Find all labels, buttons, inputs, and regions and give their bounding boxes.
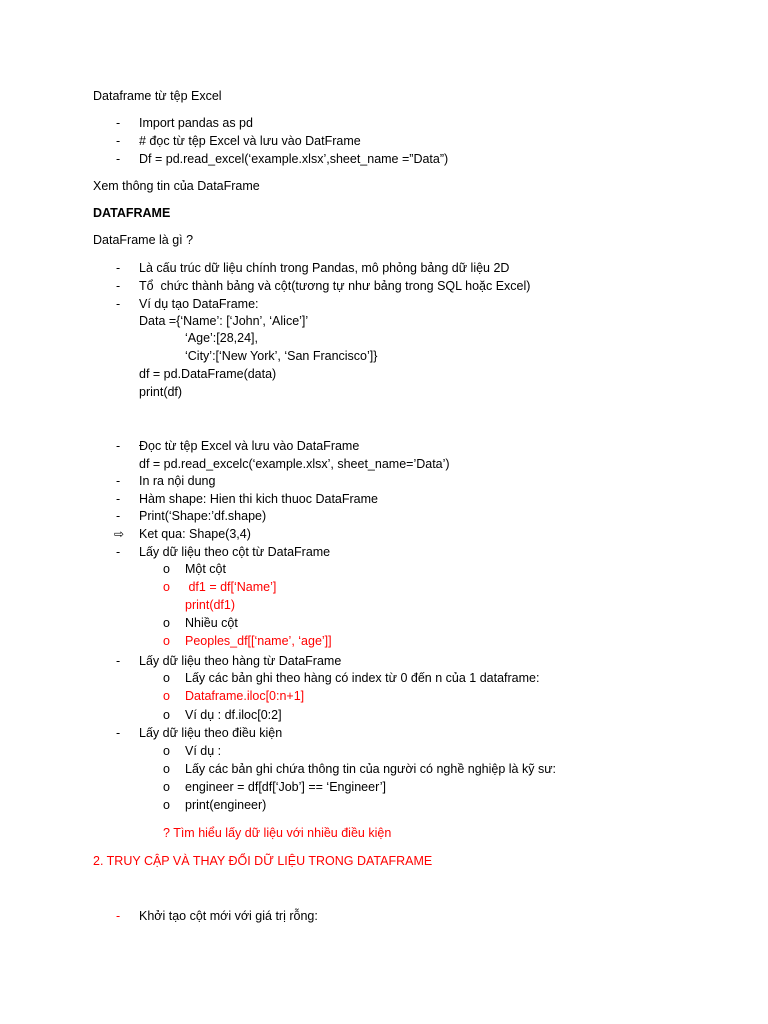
dash-bullet: - (116, 909, 121, 923)
code-line: df = pd.read_excelc(‘example.xlsx’, sheet_name=’Data’) (139, 457, 450, 471)
dash-bullet: - (116, 474, 121, 488)
circle-bullet: o (163, 580, 170, 594)
circle-bullet: o (163, 708, 170, 722)
paragraph: Xem thông tin của DataFrame (93, 179, 260, 193)
dash-bullet: - (116, 492, 121, 506)
list-item: Import pandas as pd (139, 116, 253, 130)
circle-bullet: o (163, 762, 170, 776)
circle-bullet: o (163, 798, 170, 812)
list-item: Lấy dữ liệu theo cột từ DataFrame (139, 545, 331, 559)
circle-bullet: o (163, 616, 170, 630)
dash-bullet: - (116, 152, 121, 166)
dash-bullet: - (116, 116, 121, 130)
list-item: Df = pd.read_excel(‘example.xlsx’,sheet_name =”Data”) (139, 152, 449, 166)
code-line: engineer = df[df[‘Job’] == ‘Engineer’] (185, 780, 386, 794)
doc-title: Dataframe từ tệp Excel (93, 89, 222, 103)
arrow-bullet-icon: ⇨ (114, 527, 125, 541)
list-item: Đọc từ tệp Excel và lưu vào DataFrame (139, 439, 360, 453)
sub-list-item: Một cột (185, 562, 226, 576)
list-item: Lấy dữ liệu theo hàng từ DataFrame (139, 654, 342, 668)
list-item: Print(‘Shape:’df.shape) (139, 509, 267, 523)
dash-bullet: - (116, 726, 121, 740)
list-item: Ví dụ tạo DataFrame: (139, 297, 259, 311)
code-line: Dataframe.iloc[0:n+1] (185, 689, 305, 703)
list-item: In ra nội dung (139, 474, 216, 488)
code-line: Peoples_df[[‘name’, ‘age’]] (185, 634, 332, 648)
list-item: Lấy dữ liệu theo điều kiện (139, 726, 283, 740)
code-line: print(df1) (185, 598, 236, 612)
dash-bullet: - (116, 297, 121, 311)
circle-bullet: o (163, 562, 170, 576)
sub-list-item: Lấy các bản ghi theo hàng có index từ 0 đến n của 1 dataframe: (185, 671, 540, 685)
code-line: df = pd.DataFrame(data) (139, 367, 277, 381)
list-item: # đọc từ tệp Excel và lưu vào DatFrame (139, 134, 361, 148)
code-line: ‘City’:[‘New York’, ‘San Francisco’]} (185, 349, 378, 363)
dash-bullet: - (116, 439, 121, 453)
section-heading: 2. TRUY CẬP VÀ THAY ĐỔI DỮ LIỆU TRONG DATAFRAME (93, 854, 433, 868)
paragraph: DataFrame là gì ? (93, 233, 194, 247)
code-line: ‘Age’:[28,24], (185, 331, 258, 345)
sub-list-item: Ví dụ : (185, 744, 222, 758)
circle-bullet: o (163, 634, 170, 648)
sub-list-item: Nhiều cột (185, 616, 238, 630)
list-item: Ket qua: Shape(3,4) (139, 527, 251, 541)
list-item: Là cấu trúc dữ liệu chính trong Pandas, mô phỏng bảng dữ liệu 2D (139, 261, 510, 275)
sub-list-item: Lấy các bản ghi chứa thông tin của người có nghề nghiệp là kỹ sư: (185, 762, 557, 776)
section-heading: DATAFRAME (93, 206, 171, 220)
dash-bullet: - (116, 134, 121, 148)
dash-bullet: - (116, 509, 121, 523)
circle-bullet: o (163, 744, 170, 758)
list-item: Hàm shape: Hien thi kich thuoc DataFrame (139, 492, 378, 506)
question-note: ? Tìm hiểu lấy dữ liệu với nhiều điều kiện (163, 826, 392, 840)
dash-bullet: - (116, 279, 121, 293)
list-item: Khởi tạo cột mới với giá trị rỗng: (139, 909, 318, 923)
circle-bullet: o (163, 780, 170, 794)
code-line: print(engineer) (185, 798, 267, 812)
sub-list-item: Ví dụ : df.iloc[0:2] (185, 708, 282, 722)
code-line: Data ={‘Name’: [‘John’, ‘Alice’]’ (139, 314, 309, 328)
circle-bullet: o (163, 671, 170, 685)
list-item: Tổ chức thành bảng và cột(tương tự như bảng trong SQL hoặc Excel) (139, 279, 531, 293)
dash-bullet: - (116, 654, 121, 668)
circle-bullet: o (163, 689, 170, 703)
dash-bullet: - (116, 261, 121, 275)
code-line: print(df) (139, 385, 183, 399)
code-line: df1 = df[‘Name’] (185, 580, 277, 594)
dash-bullet: - (116, 545, 121, 559)
